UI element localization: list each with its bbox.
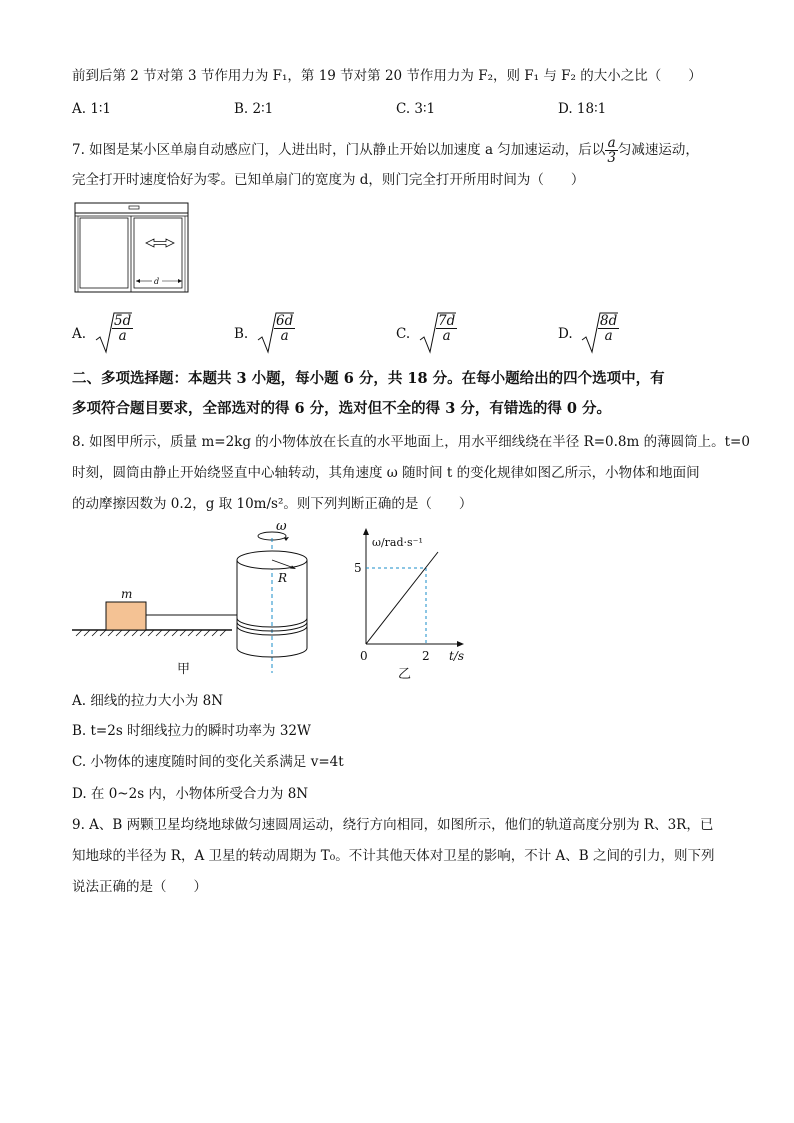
x-axis-label: t/s bbox=[449, 649, 465, 663]
q8-option-d: D. 在 0~2s 内，小物体所受合力为 8N bbox=[72, 786, 309, 802]
omega-time-graph bbox=[352, 526, 472, 682]
q6-stem: 前到后第 2 节对第 3 节作用力为 F₁，第 19 节对第 20 节作用力为 F₂，则 F₁ 与 F₂ 的大小之比（ ） bbox=[72, 68, 702, 84]
q7-stem-line1 bbox=[72, 136, 699, 165]
y-tick-5: 5 bbox=[354, 561, 362, 575]
q7-option-a-frac: $\frac{5d}{a}$ bbox=[114, 313, 132, 344]
radius-label: R bbox=[278, 571, 288, 585]
q7-option-c: C. bbox=[396, 326, 411, 342]
figure-jia-caption: 甲 bbox=[177, 662, 191, 677]
q7-option-d-frac: $\frac{8d}{a}$ bbox=[600, 313, 618, 344]
door-width-label: d bbox=[154, 277, 160, 286]
q8-stem-line2: 时刻，圆筒由静止开始绕竖直中心轴转动，其角速度 ω 随时间 t 的变化规律如图乙所示，小物体和地面间 bbox=[72, 465, 700, 481]
q7-stem-line2: 完全打开时速度恰好为零。已知单扇门的宽度为 d，则门完全打开所用时间为（ ） bbox=[72, 172, 585, 188]
q8-option-a: A. 细线的拉力大小为 8N bbox=[72, 693, 224, 709]
q7-option-b: B. bbox=[234, 326, 249, 342]
q6-option-a: A. 1∶1 bbox=[72, 101, 112, 117]
mass-label: m bbox=[121, 587, 133, 601]
q8-stem-line3: 的动摩擦因数为 0.2，g 取 10m/s²。则下列判断正确的是（ ） bbox=[72, 496, 473, 512]
figure-yi-caption: 乙 bbox=[398, 667, 412, 682]
omega-label: ω bbox=[276, 519, 287, 534]
q7-stem-part2: 匀减速运动， bbox=[617, 142, 699, 158]
q7-option-a: A. bbox=[72, 326, 87, 342]
section2-heading-line2: 多项符合题目要求，全部选对的得 6 分，选对但不全的得 3 分，有错选的得 0 分。 bbox=[72, 400, 612, 417]
origin-label: 0 bbox=[360, 649, 368, 663]
q8-stem-line1: 8. 如图甲所示，质量 m=2kg 的小物体放在长直的水平地面上，用水平细线绕在半径 R=0.8m 的薄圆筒上。t=0 bbox=[72, 434, 750, 450]
q8-option-c: C. 小物体的速度随时间的变化关系满足 v=4t bbox=[72, 754, 344, 770]
q8-option-b: B. t=2s 时细线拉力的瞬时功率为 32W bbox=[72, 723, 311, 739]
q7-option-d: D. bbox=[558, 326, 573, 342]
x-tick-2: 2 bbox=[422, 649, 430, 663]
q7-fraction: $\frac{a}{3}$ bbox=[607, 135, 616, 166]
q9-stem-line2: 知地球的半径为 R，A 卫星的转动周期为 T₀。不计其他天体对卫星的影响，不计 A、B 之间的引力，则下列 bbox=[72, 848, 715, 864]
q6-option-b: B. 2∶1 bbox=[234, 101, 274, 117]
q9-stem-line3: 说法正确的是（ ） bbox=[72, 879, 207, 895]
q7-stem-part1: 7. 如图是某小区单扇自动感应门，人进出时，门从静止开始以加速度 a 匀加速运动，后以 bbox=[72, 142, 606, 158]
door-figure bbox=[74, 202, 190, 294]
q9-stem-line1: 9. A、B 两颗卫星均绕地球做匀速圆周运动，绕行方向相同，如图所示，他们的轨道高度分别为 R、3R，已 bbox=[72, 817, 714, 833]
q7-option-b-frac: $\frac{6d}{a}$ bbox=[276, 313, 294, 344]
block-m bbox=[106, 602, 146, 630]
q7-option-c-frac: $\frac{7d}{a}$ bbox=[438, 313, 456, 344]
y-axis-label: ω/rad·s⁻¹ bbox=[372, 536, 423, 549]
cylinder-figure bbox=[72, 518, 322, 680]
section2-heading-line1: 二、多项选择题：本题共 3 小题，每小题 6 分，共 18 分。在每小题给出的四个选项中，有 bbox=[72, 370, 665, 387]
q6-option-d: D. 18∶1 bbox=[558, 101, 607, 117]
q6-option-c: C. 3∶1 bbox=[396, 101, 436, 117]
